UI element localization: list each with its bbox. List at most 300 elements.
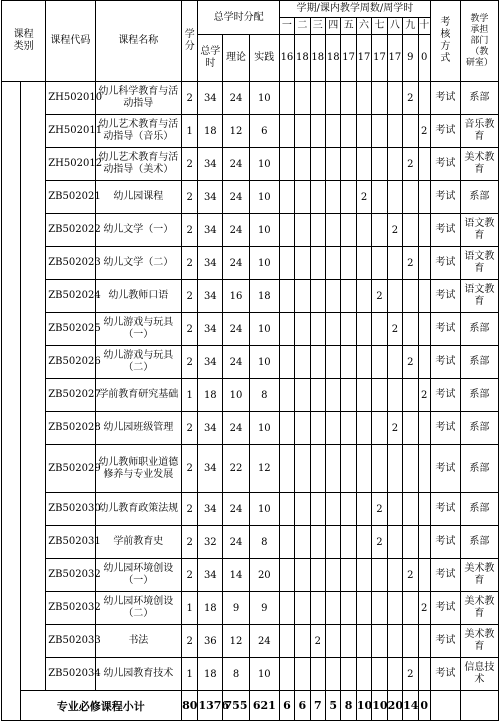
table-row	[2, 592, 499, 625]
semester-weekly-hours	[372, 559, 387, 592]
table-row	[2, 559, 499, 592]
course-practice-hours: 10	[249, 148, 279, 181]
table-row	[2, 379, 499, 412]
semester-weekly-hours	[356, 280, 371, 313]
course-credit: 2	[182, 247, 198, 280]
course-credit: 2	[182, 445, 198, 493]
semester-weekly-hours	[387, 445, 402, 493]
course-code: ZB502022	[46, 214, 95, 247]
semester-weekly-hours	[341, 625, 356, 658]
course-theory-hours: 24	[223, 412, 250, 445]
course-theory-hours: 12	[223, 115, 250, 148]
course-name: 幼儿园环境创设（二）	[95, 592, 181, 625]
semester-weekly-hours	[310, 214, 325, 247]
course-credit: 2	[182, 148, 198, 181]
course-code: ZB502032	[46, 592, 95, 625]
semester-weekly-hours	[387, 379, 402, 412]
course-code: ZB502034	[46, 658, 95, 691]
semester-weekly-hours	[356, 625, 371, 658]
course-code: ZB502025	[46, 313, 95, 346]
semester-weekly-hours	[279, 526, 294, 559]
course-credit: 2	[182, 559, 198, 592]
semester-weekly-hours	[310, 592, 325, 625]
semester-weekly-hours	[295, 412, 310, 445]
semester-weekly-hours	[403, 379, 418, 412]
semester-weekly-hours	[341, 115, 356, 148]
exam-method: 考试	[430, 247, 460, 280]
table-row	[2, 148, 499, 181]
subtotal-semester-hours: 10	[356, 691, 371, 721]
semester-weekly-hours	[372, 214, 387, 247]
semester-weeks: 17	[341, 35, 356, 82]
semester-weekly-hours	[310, 280, 325, 313]
exam-method: 考试	[430, 280, 460, 313]
course-code: ZB502029	[46, 445, 95, 493]
subtotal-total: 1376	[198, 691, 223, 721]
table-row	[2, 247, 499, 280]
course-name: 幼儿艺术教育与活动指导（美术）	[95, 148, 181, 181]
semester-weekly-hours	[341, 493, 356, 526]
course-name: 书法	[95, 625, 181, 658]
teaching-dept: 美术教育	[460, 625, 498, 658]
semester-label: 三	[310, 18, 325, 35]
semester-weekly-hours	[295, 214, 310, 247]
semester-weekly-hours	[341, 313, 356, 346]
semester-weekly-hours	[325, 559, 340, 592]
semester-weekly-hours: 2	[356, 181, 371, 214]
course-practice-hours: 18	[249, 280, 279, 313]
exam-method: 考试	[430, 592, 460, 625]
course-code: ZB502021	[46, 181, 95, 214]
semester-weekly-hours	[310, 412, 325, 445]
table-row	[2, 658, 499, 691]
course-theory-hours: 14	[223, 559, 250, 592]
course-total-hours: 34	[198, 181, 223, 214]
course-practice-hours: 10	[249, 181, 279, 214]
semester-weekly-hours	[341, 559, 356, 592]
semester-weekly-hours	[325, 82, 340, 115]
course-name: 幼儿园环境创设（一）	[95, 559, 181, 592]
semester-weekly-hours	[325, 493, 340, 526]
semester-weekly-hours	[310, 313, 325, 346]
semester-weekly-hours	[387, 346, 402, 379]
semester-weekly-hours	[279, 346, 294, 379]
semester-weekly-hours	[295, 148, 310, 181]
semester-weekly-hours	[403, 313, 418, 346]
course-practice-hours: 12	[249, 445, 279, 493]
course-practice-hours: 10	[249, 214, 279, 247]
course-total-hours: 34	[198, 445, 223, 493]
semester-weekly-hours	[341, 658, 356, 691]
semester-weekly-hours	[387, 625, 402, 658]
header-category: 课程 类别	[2, 1, 46, 82]
header-credit: 学 分	[182, 1, 198, 82]
semester-label: 四	[325, 18, 340, 35]
semester-weekly-hours	[356, 445, 371, 493]
semester-weekly-hours	[387, 526, 402, 559]
semester-weekly-hours	[356, 214, 371, 247]
course-total-hours: 34	[198, 412, 223, 445]
semester-weekly-hours	[403, 115, 418, 148]
course-credit: 2	[182, 412, 198, 445]
teaching-dept: 系部	[460, 181, 498, 214]
semester-weeks: 0	[418, 35, 430, 82]
semester-weekly-hours	[356, 526, 371, 559]
semester-weekly-hours	[418, 625, 430, 658]
course-total-hours: 18	[198, 592, 223, 625]
exam-method: 考试	[430, 346, 460, 379]
semester-weekly-hours	[372, 115, 387, 148]
exam-method: 考试	[430, 445, 460, 493]
semester-weekly-hours	[325, 115, 340, 148]
semester-weekly-hours	[403, 280, 418, 313]
course-code: ZB502028	[46, 412, 95, 445]
semester-weekly-hours	[341, 82, 356, 115]
semester-weekly-hours	[418, 247, 430, 280]
semester-weeks: 16	[279, 35, 294, 82]
header-course-code: 课程代码	[46, 1, 95, 82]
semester-weekly-hours	[325, 412, 340, 445]
course-theory-hours: 24	[223, 493, 250, 526]
course-theory-hours: 24	[223, 346, 250, 379]
header-theory: 理论	[223, 35, 250, 82]
course-theory-hours: 24	[223, 214, 250, 247]
semester-weekly-hours	[387, 280, 402, 313]
semester-weekly-hours	[403, 214, 418, 247]
semester-weekly-hours	[356, 412, 371, 445]
semester-weekly-hours	[310, 658, 325, 691]
exam-method: 考试	[430, 214, 460, 247]
teaching-dept: 语文教育	[460, 247, 498, 280]
exam-method: 考试	[430, 412, 460, 445]
table-row	[2, 346, 499, 379]
table-row	[2, 115, 499, 148]
semester-weekly-hours	[279, 313, 294, 346]
course-credit: 2	[182, 493, 198, 526]
semester-weekly-hours	[372, 379, 387, 412]
semester-weekly-hours	[341, 214, 356, 247]
course-credit: 1	[182, 658, 198, 691]
course-code: ZH502010	[46, 82, 95, 115]
subtotal-label: 专业必修课程小计	[20, 691, 182, 721]
semester-weekly-hours	[310, 115, 325, 148]
course-practice-hours: 10	[249, 346, 279, 379]
exam-method: 考试	[430, 559, 460, 592]
semester-weekly-hours	[387, 115, 402, 148]
semester-weekly-hours	[418, 559, 430, 592]
course-code: ZB502023	[46, 247, 95, 280]
semester-weekly-hours	[387, 493, 402, 526]
semester-weekly-hours	[279, 214, 294, 247]
semester-weekly-hours	[325, 658, 340, 691]
semester-weekly-hours	[279, 181, 294, 214]
subtotal-semester-hours: 10	[372, 691, 387, 721]
exam-method: 考试	[430, 625, 460, 658]
semester-weekly-hours	[325, 445, 340, 493]
semester-weekly-hours	[325, 247, 340, 280]
semester-weekly-hours	[372, 592, 387, 625]
course-practice-hours: 8	[249, 379, 279, 412]
semester-weekly-hours	[418, 280, 430, 313]
semester-weekly-hours	[295, 346, 310, 379]
course-total-hours: 34	[198, 214, 223, 247]
subtotal-semester-hours: 6	[279, 691, 294, 721]
semester-weekly-hours	[325, 313, 340, 346]
course-name: 幼儿游戏与玩具（二）	[95, 346, 181, 379]
table-row	[2, 280, 499, 313]
exam-method: 考试	[430, 313, 460, 346]
semester-weekly-hours	[372, 181, 387, 214]
semester-weekly-hours	[341, 247, 356, 280]
semester-weekly-hours	[387, 82, 402, 115]
table-row	[2, 82, 499, 115]
course-name: 学前教育史	[95, 526, 181, 559]
course-credit: 2	[182, 625, 198, 658]
semester-weekly-hours	[418, 148, 430, 181]
semester-weeks: 18	[310, 35, 325, 82]
course-name: 幼儿文学（一）	[95, 214, 181, 247]
course-theory-hours: 10	[223, 379, 250, 412]
course-name: 幼儿园班级管理	[95, 412, 181, 445]
teaching-dept: 系部	[460, 346, 498, 379]
course-code: ZB502033	[46, 625, 95, 658]
semester-weeks: 18	[295, 35, 310, 82]
semester-weekly-hours	[418, 346, 430, 379]
semester-weekly-hours	[341, 412, 356, 445]
semester-weekly-hours	[325, 592, 340, 625]
semester-weekly-hours	[341, 280, 356, 313]
course-theory-hours: 24	[223, 526, 250, 559]
semester-weekly-hours	[403, 526, 418, 559]
teaching-dept: 系部	[460, 82, 498, 115]
course-total-hours: 34	[198, 493, 223, 526]
table-row	[2, 181, 499, 214]
header-course-name: 课程名称	[95, 1, 181, 82]
semester-weekly-hours	[295, 526, 310, 559]
curriculum-table-sheet	[1, 0, 499, 728]
course-practice-hours: 20	[249, 559, 279, 592]
course-practice-hours: 9	[249, 592, 279, 625]
teaching-dept: 系部	[460, 526, 498, 559]
semester-weekly-hours	[279, 445, 294, 493]
table-row	[2, 493, 499, 526]
semester-weekly-hours	[403, 493, 418, 526]
header-exam-method: 考 核 方 式	[430, 1, 460, 82]
semester-weekly-hours: 2	[403, 82, 418, 115]
table-row	[2, 313, 499, 346]
table-row	[2, 625, 499, 658]
course-code: ZB502026	[46, 346, 95, 379]
course-practice-hours: 6	[249, 115, 279, 148]
semester-weekly-hours: 2	[418, 379, 430, 412]
semester-weeks: 17	[356, 35, 371, 82]
semester-weekly-hours: 2	[387, 412, 402, 445]
header-teaching-dept: 教学 承担 部门 （教 研室）	[460, 1, 498, 82]
semester-weekly-hours	[418, 181, 430, 214]
course-name: 幼儿文学（二）	[95, 247, 181, 280]
course-name: 幼儿园课程	[95, 181, 181, 214]
semester-weekly-hours	[279, 82, 294, 115]
semester-weekly-hours	[341, 526, 356, 559]
semester-weekly-hours	[279, 379, 294, 412]
semester-weekly-hours	[356, 148, 371, 181]
semester-weekly-hours	[310, 247, 325, 280]
course-practice-hours: 10	[249, 313, 279, 346]
semester-weekly-hours	[372, 625, 387, 658]
course-total-hours: 34	[198, 82, 223, 115]
header-semester-group: 学期/课内教学周数/周学时	[279, 1, 430, 18]
semester-weekly-hours	[418, 82, 430, 115]
header-total-hours: 总学 时	[198, 35, 223, 82]
course-name: 幼儿教师口语	[95, 280, 181, 313]
header-practice: 实践	[249, 35, 279, 82]
semester-weekly-hours	[310, 526, 325, 559]
semester-weekly-hours	[372, 313, 387, 346]
course-code: ZH502012	[46, 148, 95, 181]
semester-weekly-hours	[403, 625, 418, 658]
exam-method: 考试	[430, 493, 460, 526]
course-code: ZB502024	[46, 280, 95, 313]
subtotal-semester-hours: 5	[325, 691, 340, 721]
semester-weekly-hours: 2	[418, 115, 430, 148]
semester-label: 八	[387, 18, 402, 35]
subtotal-dept-empty	[460, 691, 498, 721]
teaching-dept: 美术教育	[460, 559, 498, 592]
semester-weekly-hours	[372, 346, 387, 379]
exam-method: 考试	[430, 379, 460, 412]
subtotal-exam-empty	[430, 691, 460, 721]
subtotal-credit: 80	[182, 691, 198, 721]
semester-weekly-hours	[295, 658, 310, 691]
semester-weeks: 18	[325, 35, 340, 82]
table-row	[2, 214, 499, 247]
course-theory-hours: 9	[223, 592, 250, 625]
course-name: 幼儿教育政策法规	[95, 493, 181, 526]
course-total-hours: 34	[198, 247, 223, 280]
semester-weekly-hours	[279, 493, 294, 526]
course-total-hours: 32	[198, 526, 223, 559]
course-code: ZH502011	[46, 115, 95, 148]
subtotal-row	[2, 691, 499, 721]
semester-weekly-hours	[279, 280, 294, 313]
course-practice-hours: 10	[249, 412, 279, 445]
semester-weekly-hours	[295, 82, 310, 115]
semester-weekly-hours: 2	[403, 346, 418, 379]
semester-weekly-hours	[310, 181, 325, 214]
course-theory-hours: 16	[223, 280, 250, 313]
course-theory-hours: 24	[223, 181, 250, 214]
teaching-dept: 语文教育	[460, 280, 498, 313]
semester-weekly-hours	[295, 280, 310, 313]
semester-weekly-hours	[387, 148, 402, 181]
semester-weekly-hours	[372, 148, 387, 181]
subtotal-theory: 755	[223, 691, 250, 721]
semester-weekly-hours	[295, 445, 310, 493]
semester-weekly-hours	[279, 658, 294, 691]
course-theory-hours: 24	[223, 82, 250, 115]
semester-weekly-hours: 2	[403, 658, 418, 691]
course-name: 幼儿艺术教育与活动指导（音乐）	[95, 115, 181, 148]
course-theory-hours: 8	[223, 658, 250, 691]
semester-label: 六	[356, 18, 371, 35]
course-theory-hours: 24	[223, 148, 250, 181]
semester-weekly-hours	[279, 412, 294, 445]
course-code: ZB502031	[46, 526, 95, 559]
semester-weekly-hours	[403, 412, 418, 445]
table-row	[2, 412, 499, 445]
course-practice-hours: 8	[249, 526, 279, 559]
semester-weekly-hours	[418, 658, 430, 691]
semester-weekly-hours	[279, 148, 294, 181]
teaching-dept: 系部	[460, 445, 498, 493]
semester-weeks: 17	[387, 35, 402, 82]
course-credit: 1	[182, 592, 198, 625]
header-hours-group: 总学时分配	[198, 1, 279, 35]
course-practice-hours: 10	[249, 247, 279, 280]
semester-weekly-hours	[295, 115, 310, 148]
course-credit: 2	[182, 280, 198, 313]
semester-weekly-hours	[325, 280, 340, 313]
course-credit: 2	[182, 214, 198, 247]
semester-weekly-hours: 2	[372, 280, 387, 313]
semester-weekly-hours	[372, 412, 387, 445]
semester-label: 十	[418, 18, 430, 35]
semester-weekly-hours	[356, 313, 371, 346]
course-total-hours: 34	[198, 148, 223, 181]
semester-weekly-hours	[325, 625, 340, 658]
semester-weekly-hours	[372, 247, 387, 280]
semester-weekly-hours	[387, 559, 402, 592]
teaching-dept: 音乐教育	[460, 115, 498, 148]
course-practice-hours: 24	[249, 625, 279, 658]
semester-weekly-hours	[279, 625, 294, 658]
semester-weekly-hours	[325, 379, 340, 412]
course-practice-hours: 10	[249, 493, 279, 526]
course-theory-hours: 22	[223, 445, 250, 493]
semester-weekly-hours	[341, 379, 356, 412]
semester-weekly-hours	[310, 445, 325, 493]
semester-weekly-hours	[279, 559, 294, 592]
semester-weekly-hours	[295, 379, 310, 412]
course-credit: 1	[182, 115, 198, 148]
semester-weekly-hours	[356, 658, 371, 691]
semester-weekly-hours	[325, 148, 340, 181]
semester-weekly-hours	[356, 247, 371, 280]
subtotal-semester-hours: 20	[387, 691, 402, 721]
semester-weekly-hours	[325, 181, 340, 214]
course-credit: 2	[182, 526, 198, 559]
semester-weekly-hours: 2	[403, 559, 418, 592]
subtotal-semester-hours: 6	[295, 691, 310, 721]
course-name: 学前教育研究基础	[95, 379, 181, 412]
semester-weekly-hours	[310, 379, 325, 412]
semester-weekly-hours	[356, 559, 371, 592]
semester-weekly-hours: 2	[387, 313, 402, 346]
semester-weekly-hours	[295, 181, 310, 214]
course-total-hours: 34	[198, 313, 223, 346]
teaching-dept: 系部	[460, 313, 498, 346]
exam-method: 考试	[430, 526, 460, 559]
semester-weekly-hours: 2	[372, 493, 387, 526]
exam-method: 考试	[430, 181, 460, 214]
exam-method: 考试	[430, 115, 460, 148]
semester-weekly-hours	[310, 346, 325, 379]
semester-weekly-hours	[341, 148, 356, 181]
course-total-hours: 18	[198, 658, 223, 691]
course-total-hours: 18	[198, 379, 223, 412]
course-credit: 1	[182, 379, 198, 412]
teaching-dept: 语文教育	[460, 214, 498, 247]
